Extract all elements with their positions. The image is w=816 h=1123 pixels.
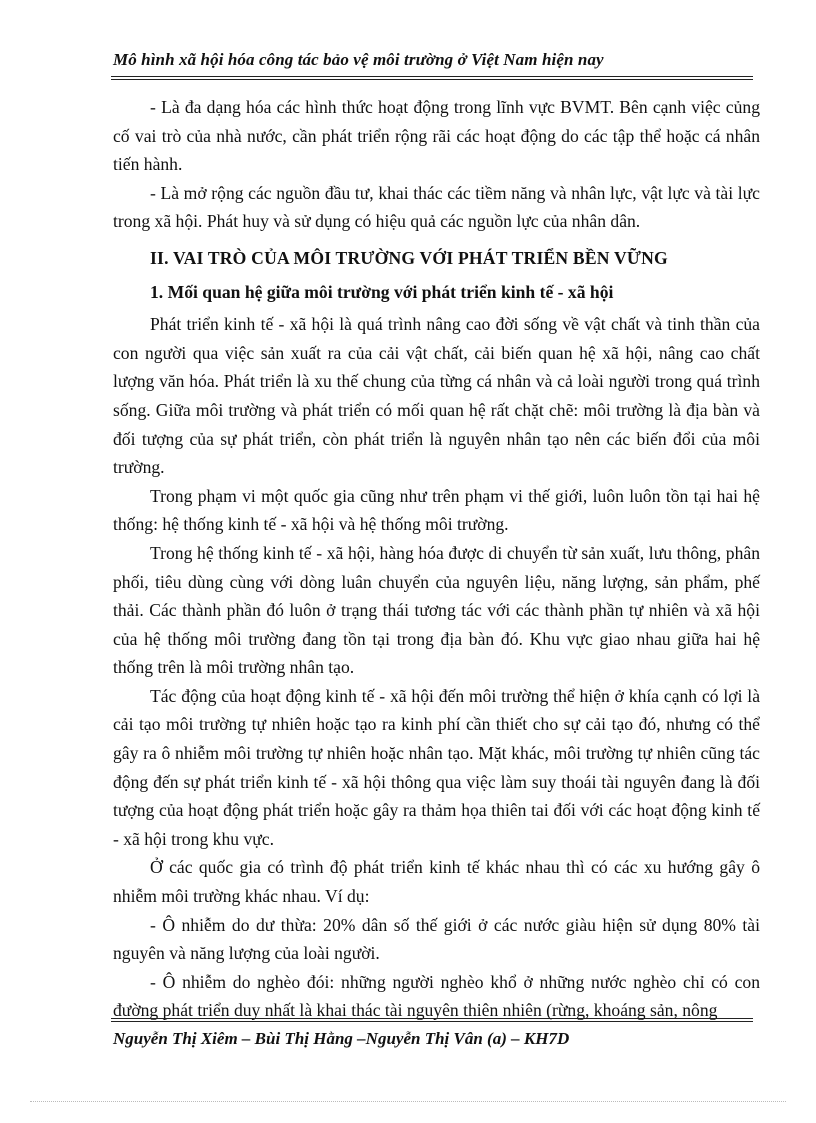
footer-rule-bottom bbox=[111, 1021, 753, 1022]
header-rule-bottom bbox=[111, 79, 753, 80]
page-footer-authors: Nguyễn Thị Xiêm – Bùi Thị Hằng –Nguyễn Thị Vân (a) – KH7D bbox=[113, 1029, 570, 1048]
paragraph: - Ô nhiễm do dư thừa: 20% dân số thế giới ở các nước giàu hiện sử dụng 80% tài nguyên và năng lượng của loài người. bbox=[113, 914, 760, 964]
paragraph: Trong phạm vi một quốc gia cũng như trên phạm vi thế giới, luôn luôn tồn tại hai hệ thống: hệ thống kinh tế - xã hội và hệ thống môi trường. bbox=[113, 485, 760, 535]
footer-rule-top bbox=[111, 1018, 753, 1019]
paragraph: Phát triển kinh tế - xã hội là quá trình nâng cao đời sống về vật chất và tinh thần của con người qua việc sản xuất ra của cải vật chất, cải biến quan hệ xã hội, nâng cao chất lượng văn hóa. Phát triển là xu thế chung của từng cá nhân và cả loài người trong quá trình sống. Giữa môi trường và phát triển có mối quan hệ rất chặt chẽ: môi trường là địa bàn và đối tượng của sự phát triển, còn phát triển là nguyên nhân tạo nên các biến đổi của môi trường. bbox=[113, 314, 760, 478]
paragraph: Tác động của hoạt động kinh tế - xã hội đến môi trường thể hiện ở khía cạnh có lợi là cải tạo môi trường tự nhiên hoặc tạo ra kinh phí cần thiết cho sự cải tạo đó, nhưng có thể gây ra ô nhiễm môi trường tự nhiên hoặc nhân tạo. Mặt khác, môi trường tự nhiên cũng tác động đến sự phát triển kinh tế - xã hội thông qua việc làm suy thoái tài nguyên đang là đối tượng của hoạt động phát triển hoặc gây ra thảm họa thiên tai đối với các hoạt động kinh tế - xã hội trong khu vực. bbox=[113, 685, 760, 849]
subsection-heading: 1. Mối quan hệ giữa môi trường với phát triển kinh tế - xã hội bbox=[150, 281, 614, 302]
section-heading: II. VAI TRÒ CỦA MÔI TRƯỜNG VỚI PHÁT TRIỂN BỀN VỮNG bbox=[150, 247, 668, 268]
paragraph: - Là đa dạng hóa các hình thức hoạt động trong lĩnh vực BVMT. Bên cạnh việc củng cố vai trò của nhà nước, cần phát triển rộng rãi các hoạt động do các tập thể hoặc cá nhân tiến hành. bbox=[113, 97, 760, 175]
page-header-title: Mô hình xã hội hóa công tác bảo vệ môi trường ở Việt Nam hiện nay bbox=[113, 50, 604, 69]
paragraph: - Là mở rộng các nguồn đầu tư, khai thác các tiềm năng và nhân lực, vật lực và tài lực trong xã hội. Phát huy và sử dụng có hiệu quả các nguồn lực của nhân dân. bbox=[113, 182, 760, 232]
paragraph: Trong hệ thống kinh tế - xã hội, hàng hóa được di chuyển từ sản xuất, lưu thông, phân phối, tiêu dùng cùng với dòng luân chuyển của nguyên liệu, năng lượng, sản phẩm, phế thải. Các thành phần đó luôn ở trạng thái tương tác với các thành phần tự nhiên và xã hội của hệ thống môi trường đang tồn tại trong địa bàn đó. Khu vực giao nhau giữa hai hệ thống trên là môi trường nhân tạo. bbox=[113, 542, 760, 678]
header-rule-top bbox=[111, 76, 753, 77]
page-edge-divider bbox=[30, 1101, 786, 1102]
document-body bbox=[113, 93, 760, 1025]
paragraph: Ở các quốc gia có trình độ phát triển kinh tế khác nhau thì có các xu hướng gây ô nhiễm môi trường khác nhau. Ví dụ: bbox=[113, 857, 760, 907]
paragraph: - Ô nhiễm do nghèo đói: những người nghèo khổ ở những nước nghèo chỉ có con đường phát triển duy nhất là khai thác tài nguyên thiên nhiên (rừng, khoáng sản, nông bbox=[113, 971, 760, 1021]
